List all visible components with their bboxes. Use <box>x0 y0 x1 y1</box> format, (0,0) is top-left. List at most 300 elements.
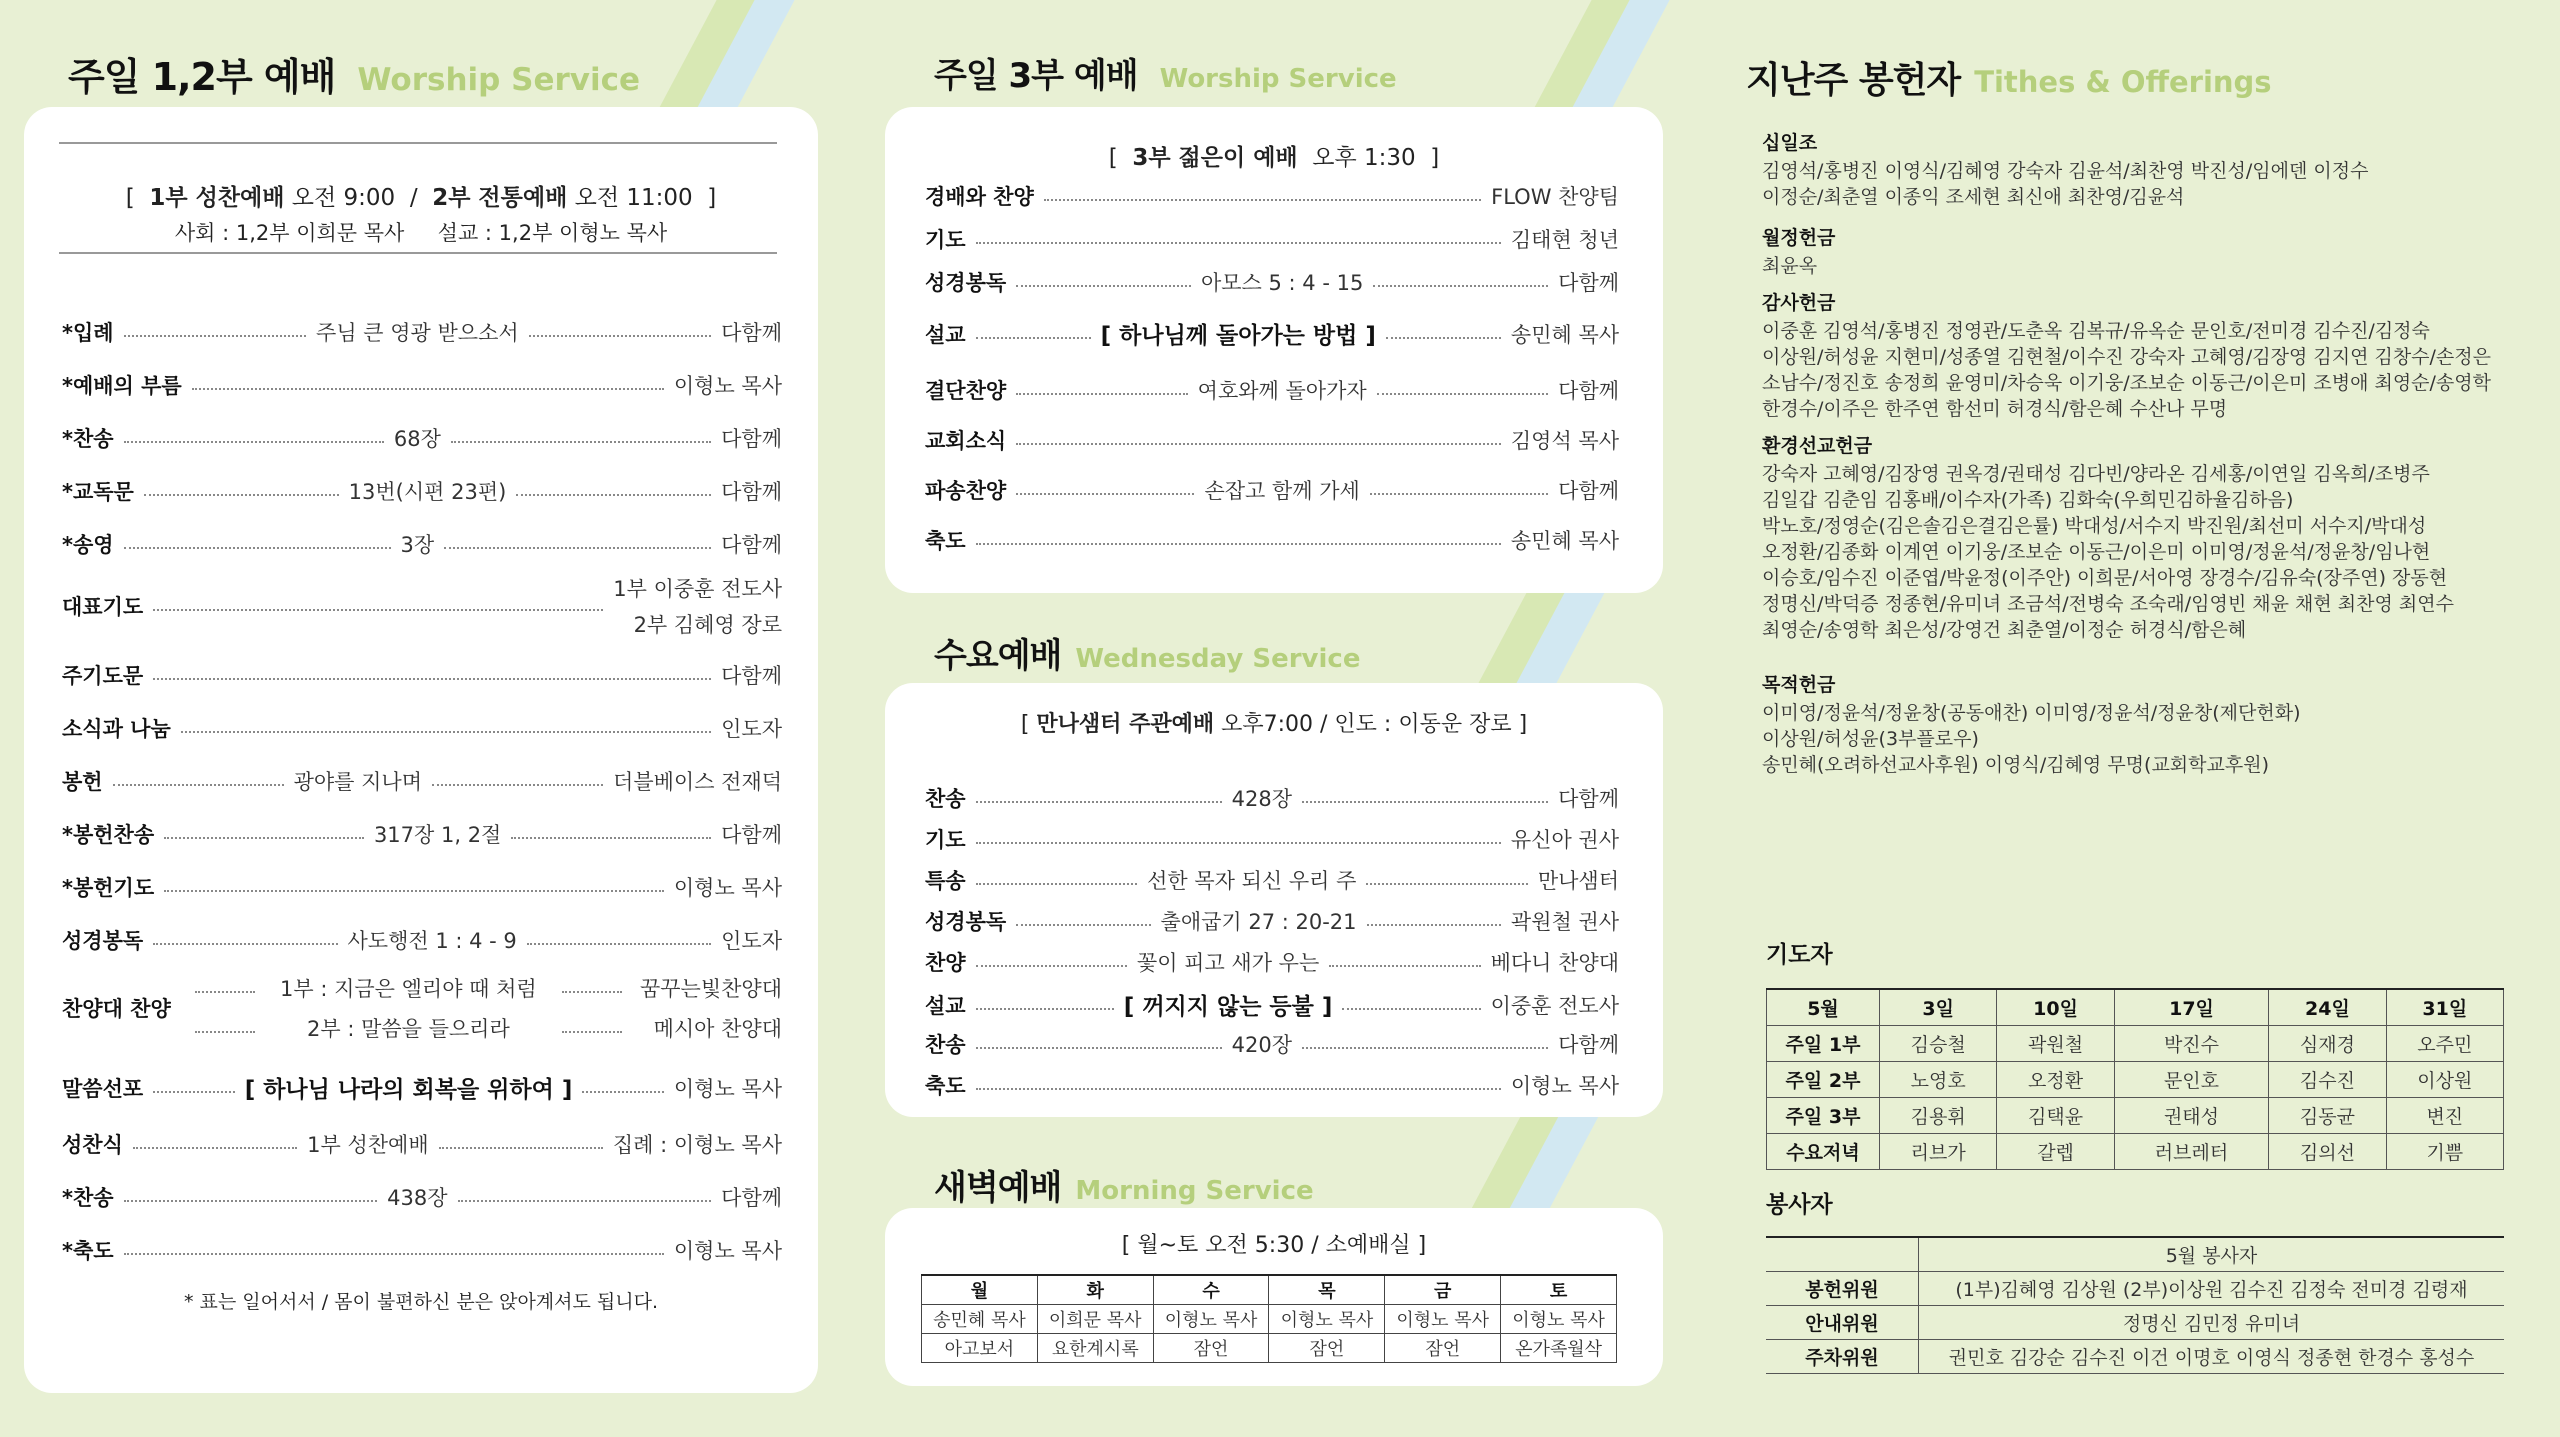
order-row <box>62 819 782 849</box>
order-row <box>62 925 782 955</box>
offering-names: 이상원/허성윤 지현미/성종열 김현철/이수진 강숙자 고혜영/김장영 김지연 김창수/손정은 <box>1762 346 2491 368</box>
order-row <box>925 425 1619 455</box>
morning-header <box>934 1160 1314 1209</box>
offering-group <box>1762 225 2522 279</box>
dots <box>527 943 711 945</box>
order-leader: 다함께 <box>721 480 783 504</box>
dots <box>976 242 1501 244</box>
order-subline <box>185 973 782 1003</box>
dots <box>529 335 711 337</box>
dots <box>153 609 603 611</box>
order-row <box>925 375 1619 405</box>
order-row <box>62 872 782 902</box>
order-detail: [ 하나님 나라의 회복을 위하여 ] <box>244 1077 573 1103</box>
order-label: 소식과 나눔 <box>62 717 171 741</box>
morning-cell: 잠언 <box>1269 1334 1385 1363</box>
order-leader: 집례 : 이형노 목사 <box>612 1133 782 1157</box>
volunteers-table <box>1766 1236 2504 1374</box>
dots <box>516 494 711 496</box>
dots <box>562 991 622 993</box>
order-leader: FLOW 찬양팀 <box>1491 185 1619 209</box>
order-label: 설교 <box>925 322 966 347</box>
order-row <box>925 1029 1619 1059</box>
order-leader-stack <box>613 573 782 639</box>
prayer-service-name: 주일 3부 <box>1767 1098 1880 1134</box>
wednesday-title-ko: 수요예배 <box>934 636 1062 676</box>
dots <box>1016 285 1191 287</box>
order-row <box>925 224 1619 254</box>
order-detail: 1부 : 지금은 엘리야 때 처럼 <box>280 977 537 1001</box>
order-detail: 13번(시편 23편) <box>348 480 507 504</box>
service-separator: / <box>409 185 418 211</box>
sunday3-service-name: 3부 젊은이 예배 <box>1132 145 1298 171</box>
wednesday-service-rest: 오후7:00 / 인도 : 이동운 장로 <box>1221 712 1512 737</box>
sunday12-leaders: 사회 : 1,2부 이희문 목사 설교 : 1,2부 이형노 목사 <box>174 221 668 245</box>
order-leader: 메시아 찬양대 <box>653 1017 782 1041</box>
dots <box>432 784 603 786</box>
order-leader: 이형노 목사 <box>673 876 782 900</box>
sunday3-title-en: Worship Service <box>1159 64 1397 94</box>
offering-names: 최윤옥 <box>1762 255 1818 277</box>
offering-group <box>1762 290 2522 422</box>
order-leader: 이형노 목사 <box>673 1076 783 1101</box>
order-label: 교회소식 <box>925 429 1007 453</box>
sunday3-title-ko: 주일 3부 예배 <box>934 56 1138 96</box>
morning-day: 목 <box>1269 1275 1385 1305</box>
order-leader: 베다니 찬양대 <box>1490 951 1619 975</box>
order-row <box>62 973 782 1043</box>
morning-day: 토 <box>1501 1275 1617 1305</box>
morning-cell: 아고보서 <box>922 1334 1038 1363</box>
order-label: *봉헌찬송 <box>62 823 155 847</box>
offering-group-title: 환경선교헌금 <box>1762 435 1873 457</box>
standing-note: * 표는 일어서서 / 몸이 불편하신 분은 앉아계셔도 됩니다. <box>183 1291 659 1313</box>
morning-cell: 이형노 목사 <box>1501 1305 1617 1334</box>
dots <box>181 731 711 733</box>
offering-names: 정명신/박덕증 정종현/유미녀 조금석/전병숙 조숙래/임영빈 채윤 채현 최찬영 최연수 <box>1762 593 2454 615</box>
order-label: 특송 <box>925 869 966 893</box>
order-label: 축도 <box>925 1074 966 1098</box>
order-label: 봉헌 <box>62 770 103 794</box>
volunteer-names: (1부)김혜영 김상원 (2부)이상원 김수진 김정숙 전미경 김령재 <box>1919 1272 2505 1306</box>
morning-row <box>922 1334 1617 1363</box>
order-leader: 유신아 권사 <box>1510 828 1619 852</box>
order-detail: [ 꺼지지 않는 등불 ] <box>1123 994 1333 1020</box>
dots <box>1044 199 1481 201</box>
prayer-person: 변진 <box>2386 1098 2503 1134</box>
order-detail: 손잡고 함께 가세 <box>1204 479 1360 503</box>
morning-cell: 요한계시록 <box>1037 1334 1153 1363</box>
prayer-head-row <box>1767 989 2504 1026</box>
order-label: 성경봉독 <box>62 929 144 953</box>
offering-group <box>1762 130 2522 210</box>
morning-title-en: Morning Service <box>1075 1176 1314 1206</box>
morning-cell: 송민혜 목사 <box>922 1305 1038 1334</box>
prayer-person: 리브가 <box>1880 1134 1997 1170</box>
volunteer-row <box>1766 1340 2504 1374</box>
morning-card <box>885 1208 1663 1386</box>
order-label: *교독문 <box>62 480 134 504</box>
dots <box>976 801 1222 803</box>
order-label: 성찬식 <box>62 1133 123 1157</box>
morning-cell: 이형노 목사 <box>1385 1305 1501 1334</box>
dots <box>511 837 711 839</box>
prayer-person: 이상원 <box>2386 1062 2503 1098</box>
order-label: 성경봉독 <box>925 910 1007 934</box>
order-row <box>62 529 782 559</box>
order-label: 대표기도 <box>62 595 144 619</box>
prayer-person: 곽원철 <box>1997 1026 2114 1062</box>
prayer-row <box>1767 1098 2504 1134</box>
morning-cell: 이희문 목사 <box>1037 1305 1153 1334</box>
order-leader: 다함께 <box>1558 787 1619 811</box>
dots <box>164 890 664 892</box>
order-detail: 438장 <box>387 1186 448 1210</box>
dots <box>195 1031 255 1033</box>
wednesday-title-en: Wednesday Service <box>1075 644 1361 674</box>
dots <box>1367 924 1501 926</box>
order-label: *찬송 <box>62 427 114 451</box>
order-label: 찬양대 찬양 <box>62 997 171 1021</box>
dots <box>1302 1047 1548 1049</box>
dots <box>582 1091 664 1093</box>
order-detail: 여호와께 돌아가자 <box>1197 379 1367 403</box>
order-detail: 출애굽기 27 : 20-21 <box>1160 910 1357 934</box>
order-detail: 68장 <box>393 427 441 451</box>
volunteer-role: 안내위원 <box>1766 1306 1919 1340</box>
sunday12-title-ko: 주일 1,2부 예배 <box>68 55 336 99</box>
offering-group <box>1762 672 2522 778</box>
order-leader: 송민혜 목사 <box>1510 322 1620 347</box>
order-label: *봉헌기도 <box>62 876 155 900</box>
sunday12-header <box>68 46 640 101</box>
offering-names: 김영석/홍병진 이영식/김혜영 강숙자 김윤석/최찬영 박진성/임에덴 이정수 <box>1762 160 2369 182</box>
prayer-row <box>1767 1062 2504 1098</box>
offerings-header <box>1746 52 2272 103</box>
divider <box>59 252 777 254</box>
order-row <box>925 1070 1619 1100</box>
dots <box>1342 1008 1480 1010</box>
dots <box>164 837 364 839</box>
prayer-person: 심재경 <box>2269 1026 2386 1062</box>
order-row <box>925 181 1619 211</box>
dots <box>1329 965 1480 967</box>
dots <box>124 335 306 337</box>
order-leader: 이형노 목사 <box>673 374 782 398</box>
dots <box>444 547 711 549</box>
dots <box>113 784 284 786</box>
prayer-head-cell: 31일 <box>2386 989 2503 1026</box>
dots <box>1377 393 1549 395</box>
order-leader: 다함께 <box>1558 1033 1619 1057</box>
offering-group-title: 십일조 <box>1762 132 1818 154</box>
prayer-service-name: 주일 1부 <box>1767 1026 1880 1062</box>
order-leader: 다함께 <box>721 533 783 557</box>
offering-names: 이미영/정윤석/정윤창(공동애찬) 이미영/정윤석/정윤창(제단헌화) <box>1762 702 2301 724</box>
prayer-person: 오주민 <box>2386 1026 2503 1062</box>
order-detail: 1부 성찬예배 <box>307 1133 429 1157</box>
volunteers-title: 봉사자 <box>1766 1192 1833 1218</box>
prayer-person: 러브레터 <box>2114 1134 2268 1170</box>
order-row <box>62 1071 782 1104</box>
prayer-person: 김승철 <box>1880 1026 1997 1062</box>
offering-group-title: 감사헌금 <box>1762 292 1836 314</box>
order-leader: 꿈꾸는빛찬양대 <box>639 977 782 1001</box>
morning-day: 금 <box>1385 1275 1501 1305</box>
order-leader: 1부 이중훈 전도사 <box>613 577 782 601</box>
order-row <box>925 317 1619 350</box>
order-leader: 곽원철 권사 <box>1510 910 1620 934</box>
dots <box>153 1091 235 1093</box>
prayer-person: 김수진 <box>2269 1062 2386 1098</box>
dots <box>976 337 1091 339</box>
dots <box>1373 285 1548 287</box>
order-row <box>62 573 782 639</box>
dots <box>1016 924 1150 926</box>
order-detail: 420장 <box>1231 1033 1293 1057</box>
order-leader: 인도자 <box>721 929 782 953</box>
order-leader: 다함께 <box>1558 479 1619 503</box>
prayer-title: 기도자 <box>1766 942 1833 968</box>
order-leader: 다함께 <box>721 1186 783 1210</box>
order-leader: 송민혜 목사 <box>1510 529 1619 553</box>
volunteers-head-blank <box>1766 1237 1919 1272</box>
order-leader: 이형노 목사 <box>1510 1074 1619 1098</box>
order-leader: 다함께 <box>721 427 782 451</box>
order-row <box>925 824 1619 854</box>
prayer-person: 김택윤 <box>1997 1098 2114 1134</box>
dots <box>192 388 664 390</box>
order-label: *예배의 부름 <box>62 374 182 398</box>
order-label: 말씀선포 <box>62 1076 144 1101</box>
prayer-row <box>1767 1134 2504 1170</box>
sunday3-card <box>885 107 1663 593</box>
sunday12-title-en: Worship Service <box>357 62 641 98</box>
order-leader: 김영석 목사 <box>1510 429 1619 453</box>
offering-names: 김일갑 김춘임 김홍배/이수자(가족) 김화숙(우희민김하율김하음) <box>1762 489 2294 511</box>
order-row <box>62 423 782 453</box>
prayer-person: 김의선 <box>2269 1134 2386 1170</box>
dots <box>976 1008 1114 1010</box>
order-row <box>925 988 1619 1021</box>
volunteer-role: 봉헌위원 <box>1766 1272 1919 1306</box>
dots <box>439 1147 603 1149</box>
order-detail: 선한 목자 되신 우리 주 <box>1147 869 1357 893</box>
order-row <box>62 317 782 347</box>
order-row <box>62 370 782 400</box>
service2-name: 2부 전통예배 <box>432 185 568 211</box>
order-label: 결단찬양 <box>925 379 1007 403</box>
order-label: *찬송 <box>62 1186 114 1210</box>
order-leader: 다함께 <box>1558 271 1620 295</box>
order-detail: 2부 : 말씀을 들으리라 <box>307 1017 510 1041</box>
order-leader: 인도자 <box>721 717 782 741</box>
offering-names: 이승호/임수진 이준엽/박윤정(이주안) 이희문/서아영 장경수/김유숙(장주연) 장동현 <box>1762 567 2448 589</box>
dots <box>124 441 384 443</box>
order-label: 기도 <box>925 828 966 852</box>
morning-cell: 잠언 <box>1153 1334 1269 1363</box>
prayer-row <box>1767 1026 2504 1062</box>
order-label: 설교 <box>925 993 966 1018</box>
order-leader: 이형노 목사 <box>673 1239 782 1263</box>
prayer-person: 문인호 <box>2114 1062 2268 1098</box>
offering-names: 이정순/최춘열 이종익 조세현 최신애 최찬영/김윤석 <box>1762 186 2185 208</box>
dots <box>124 1200 378 1202</box>
order-detail: 428장 <box>1231 787 1293 811</box>
prayer-person: 오정환 <box>1997 1062 2114 1098</box>
order-label: 찬송 <box>925 1033 966 1057</box>
order-label: *축도 <box>62 1239 114 1263</box>
prayer-person: 노영호 <box>1880 1062 1997 1098</box>
offering-names: 한경수/이주은 한주연 함선미 허경식/함은혜 수산나 무명 <box>1762 398 2228 420</box>
order-leader: 만나샘터 <box>1537 869 1620 893</box>
morning-day: 월 <box>922 1275 1038 1305</box>
dots <box>124 547 391 549</box>
prayer-person: 김용휘 <box>1880 1098 1997 1134</box>
order-detail: [ 하나님께 돌아가는 방법 ] <box>1100 323 1376 349</box>
morning-schedule-table <box>921 1274 1617 1363</box>
dots <box>451 441 711 443</box>
order-row <box>925 475 1619 505</box>
volunteer-role: 주차위원 <box>1766 1340 1919 1374</box>
offering-group <box>1762 433 2522 643</box>
dots <box>976 965 1127 967</box>
morning-day: 수 <box>1153 1275 1269 1305</box>
service1-name: 1부 성찬예배 <box>149 185 285 211</box>
dots <box>976 1047 1222 1049</box>
morning-cell: 온가족월삭 <box>1501 1334 1617 1363</box>
prayer-head-cell: 10일 <box>1997 989 2114 1026</box>
order-leader: 김태현 청년 <box>1510 228 1619 252</box>
prayer-person: 김동균 <box>2269 1098 2386 1134</box>
morning-cell: 잠언 <box>1385 1334 1501 1363</box>
dots <box>976 543 1501 545</box>
order-label: 주기도문 <box>62 664 144 688</box>
order-row <box>925 267 1619 297</box>
order-label: 기도 <box>925 228 966 252</box>
order-leader: 2부 김혜영 장로 <box>633 613 782 637</box>
dots <box>1386 337 1501 339</box>
volunteers-month-head: 5월 봉사자 <box>1919 1237 2505 1272</box>
morning-service-info: [ 월~토 오전 5:30 / 소예배실 ] <box>1121 1233 1427 1258</box>
volunteer-row <box>1766 1272 2504 1306</box>
order-leader: 다함께 <box>721 823 782 847</box>
prayer-head-cell: 24일 <box>2269 989 2386 1026</box>
dots <box>1016 493 1194 495</box>
dots <box>124 1253 664 1255</box>
volunteer-names: 권민호 김강순 김수진 이건 이명호 이영식 정종현 한경수 홍성수 <box>1919 1340 2505 1374</box>
order-row <box>925 865 1619 895</box>
dots <box>1370 493 1548 495</box>
order-row <box>925 947 1619 977</box>
offering-group-title: 월정헌금 <box>1762 227 1836 249</box>
order-detail: 317장 1, 2절 <box>373 823 502 847</box>
dots <box>458 1200 712 1202</box>
service2-time: 오전 11:00 <box>574 185 693 211</box>
order-leader: 다함께 <box>1558 379 1620 403</box>
dots <box>153 943 337 945</box>
offering-names: 송민혜(오려하선교사후원) 이영식/김혜영 무명(교회학교후원) <box>1762 754 2269 776</box>
order-detail: 사도행전 1 : 4 - 9 <box>347 929 517 953</box>
offering-names: 박노호/정영순(김은솔김은결김은률) 박대성/서수지 박진원/최선미 서수지/박대성 <box>1762 515 2427 537</box>
order-row <box>62 1235 782 1265</box>
prayer-table <box>1766 988 2504 1170</box>
order-row <box>925 906 1619 936</box>
morning-cell: 이형노 목사 <box>1153 1305 1269 1334</box>
wednesday-card <box>885 683 1663 1117</box>
order-label: 성경봉독 <box>925 271 1007 295</box>
morning-title-ko: 새벽예배 <box>934 1168 1062 1208</box>
prayer-head-cell: 17일 <box>2114 989 2268 1026</box>
order-detail: 3장 <box>400 533 435 557</box>
order-label: *송영 <box>62 533 114 557</box>
order-row <box>925 783 1619 813</box>
prayer-service-name: 수요저녁 <box>1767 1134 1880 1170</box>
order-row <box>62 1182 782 1212</box>
order-label: 찬양 <box>925 951 966 975</box>
dots <box>976 1088 1501 1090</box>
offering-names: 소남수/정진호 송정희 윤영미/차승욱 이기웅/조보순 이동근/이은미 조병애 최영순/송영학 <box>1762 372 2491 394</box>
wednesday-header <box>934 628 1360 677</box>
prayer-person: 권태성 <box>2114 1098 2268 1134</box>
prayer-person: 박진수 <box>2114 1026 2268 1062</box>
dots <box>133 1147 297 1149</box>
dots <box>976 842 1501 844</box>
order-detail: 꽃이 피고 새가 우는 <box>1136 951 1320 975</box>
dots <box>976 883 1138 885</box>
dots <box>1302 801 1548 803</box>
dots <box>562 1031 622 1033</box>
prayer-person: 기쁨 <box>2386 1134 2503 1170</box>
dots <box>1366 883 1528 885</box>
dots <box>153 678 711 680</box>
order-row <box>925 525 1619 555</box>
offering-group-title: 목적헌금 <box>1762 674 1836 696</box>
order-subline <box>185 1013 782 1043</box>
prayer-head-cell: 3일 <box>1880 989 1997 1026</box>
morning-day: 화 <box>1037 1275 1153 1305</box>
prayer-head-cell: 5월 <box>1767 989 1880 1026</box>
order-row <box>62 1129 782 1159</box>
dots <box>1016 393 1188 395</box>
order-row <box>62 476 782 506</box>
order-detail: 주님 큰 영광 받으소서 <box>316 321 519 345</box>
sunday3-time: 오후 1:30 <box>1312 145 1416 171</box>
dots <box>1016 443 1501 445</box>
morning-cell: 이형노 목사 <box>1269 1305 1385 1334</box>
offerings-title-ko: 지난주 봉헌자 <box>1746 60 1961 101</box>
order-leader: 다함께 <box>721 321 782 345</box>
order-row <box>62 766 782 796</box>
offering-names: 이상원/허성윤(3부플로우) <box>1762 728 1979 750</box>
order-label: *입례 <box>62 321 114 345</box>
sunday3-service-time: [ 3부 젊은이 예배 오후 1:30 ] <box>1108 145 1440 171</box>
offering-names: 이중훈 김영석/홍병진 정영관/도춘옥 김복규/유옥순 문인호/전미경 김수진/김정숙 <box>1762 320 2430 342</box>
order-label: 경배와 찬양 <box>925 185 1034 209</box>
order-row <box>62 660 782 690</box>
morning-row <box>922 1305 1617 1334</box>
dots <box>195 991 255 993</box>
order-multiline <box>185 973 782 1043</box>
wednesday-service-info: [ 만나샘터 주관예배 오후7:00 / 인도 : 이동운 장로 ] <box>1020 712 1528 737</box>
sunday3-header <box>934 48 1397 97</box>
order-label: 찬송 <box>925 787 966 811</box>
volunteer-row <box>1766 1306 2504 1340</box>
service1-time: 오전 9:00 <box>291 185 396 211</box>
sunday12-card <box>24 107 818 1393</box>
sunday12-service-times: [ 1부 성찬예배 오전 9:00 / 2부 전통예배 오전 11:00 ] <box>125 185 717 211</box>
offering-names: 강숙자 고혜영/김장영 권옥경/권태성 김다빈/양라온 김세홍/이연일 김옥희/조병주 <box>1762 463 2430 485</box>
